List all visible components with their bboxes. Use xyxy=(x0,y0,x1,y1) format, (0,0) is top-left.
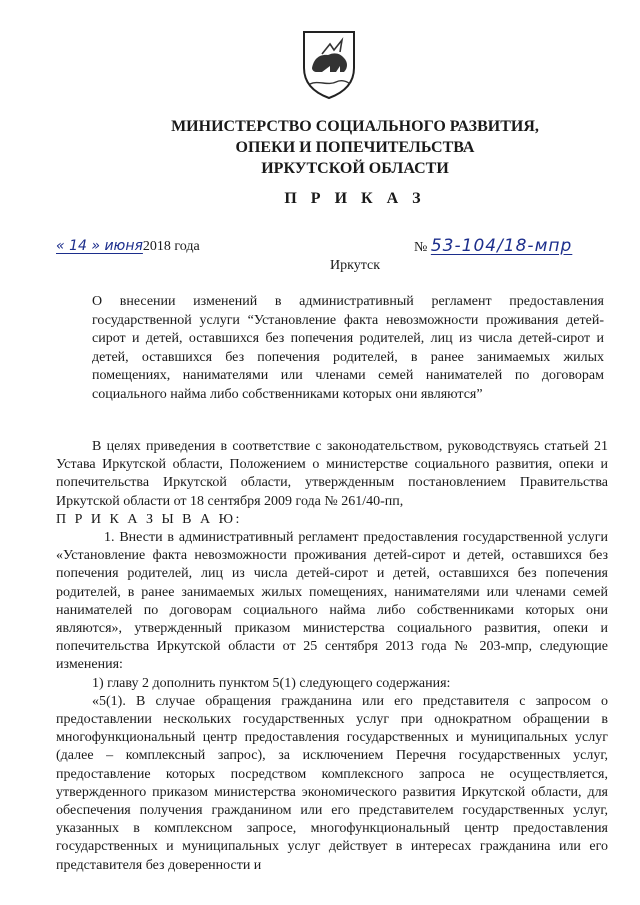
number-sign: № xyxy=(414,240,428,255)
order-date xyxy=(56,238,200,255)
coat-of-arms-icon xyxy=(300,28,358,100)
ministry-line-2: ОПЕКИ И ПОПЕЧИТЕЛЬСТВА xyxy=(235,139,475,156)
preamble-paragraph: В целях приведения в соответствие с законодательством, руководствуясь статьей 21 Устава Иркутской области, Положением о министерстве социального развития, опеки и попечительства Иркутской области, утвержденным постановлением Правительства Иркутской области от 18 сентября 2009 года № 261/40-пп, xyxy=(56,439,608,509)
city-name: Иркутск xyxy=(330,258,381,273)
ministry-name xyxy=(120,116,590,179)
order-title: П Р И К А З xyxy=(284,190,426,207)
quoted-paragraph: «5(1). В случае обращения гражданина или его представителя с запросом о предоставлении нескольких государственных услуг при однократном обращении в многофункциональный центр предоставления государственных и муниципальных услуг (далее – комплексный запрос), за исключением Перечня государственных услуг, предоставление которых посредством комплексного запроса не осуществляется, утвержденного приказом министерства экономического развития Иркутской области, для обеспечения получения гражданином или его представителем государственных услуг, указанных в комплексном запросе, многофункциональный центр предоставления государственных и муниципальных услуг действует в интересах гражданина или его представителя без доверенности и xyxy=(56,693,608,873)
subitem-1-paragraph: 1) главу 2 дополнить пунктом 5(1) следующего содержания: xyxy=(92,675,451,691)
handwritten-date: « 14 » июня xyxy=(56,238,143,254)
ministry-line-3: ИРКУТСКОЙ ОБЛАСТИ xyxy=(261,160,449,177)
order-year: 2018 года xyxy=(142,239,200,254)
order-word: П Р И К А З Ы В А Ю: xyxy=(56,511,242,527)
ministry-line-1: МИНИСТЕРСТВО СОЦИАЛЬНОГО РАЗВИТИЯ, xyxy=(171,118,539,135)
order-body xyxy=(56,438,608,875)
item-1-paragraph: 1. Внести в административный регламент предоставления государственной услуги «Установление факта невозможности проживания детей-сирот и детей, оставшихся без попечения родителей, лиц из числа детей-сирот и детей, оставшихся без попечения родителей, в ранее занимаемых жилых помещениях, нанимателями или членами семей нанимателей по договорам социального найма либо собственниками которых они являются», утвержденный приказом министерства социального развития, опеки и попечительства Иркутской области от 25 сентября 2013 года № 203-мпр, следующие изменения: xyxy=(56,530,608,673)
order-subject: О внесении изменений в административный регламент предоставления государственной услуги “Установление факта невозможности проживания детей-сирот и детей, оставшихся без попечения родителей, лиц из числа детей-сирот и детей, оставшихся без попечения родителей, в ранее занимаемых жилых помещениях, нанимателями или членами семей нанимателей по договорам социального найма либо собственниками которых они являются” xyxy=(92,294,604,402)
order-number xyxy=(414,236,572,256)
handwritten-number: 53-104/18-мпр xyxy=(430,236,573,256)
